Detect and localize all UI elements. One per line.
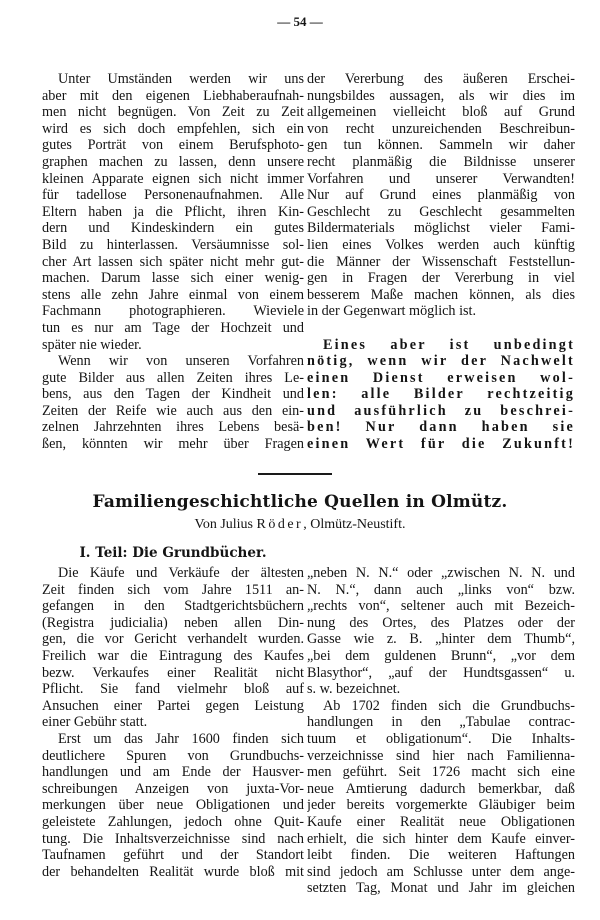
text-line: geleistete Zahlungen, jedoch ohne Quit- <box>42 813 304 830</box>
text-line <box>307 337 575 354</box>
text-line: ßen, könnten wir mehr über Fragen <box>42 436 304 453</box>
article-left-column <box>42 565 304 880</box>
text-line: Ab 1702 finden sich die Grundbuchs- <box>323 697 575 714</box>
text-line: handlungen und am Ende der Hausver- <box>42 764 304 781</box>
text-line: Vorfahren und unserer Verwandten! <box>307 170 575 187</box>
text-line: s. w. bezeichnet. <box>307 681 401 698</box>
text-line <box>307 403 575 420</box>
text-line: „rechts von“, seltener auch mit Bezeich- <box>307 598 575 615</box>
text-line: Zeiten der Reife wie auch aus den ein- <box>42 402 304 419</box>
text-line: zelnen Jahrzehnten ihres Lebens besä- <box>42 419 304 436</box>
text-line: von recht unzureichenden Beschreibun- <box>307 120 575 137</box>
text-line: dern und Kindeskindern ein gutes <box>42 220 304 237</box>
text-line: bens, aus den Tagen der Kindheit und <box>42 386 304 403</box>
text-line: neue Amtierung dadurch bemerkbar, daß <box>307 780 575 797</box>
text-line: kleinen Apparate eignen sich nicht immer <box>42 170 304 187</box>
text-line: leibt finden. Die weiteren Haftungen <box>307 847 575 864</box>
text-line: cher Art lassen sich später nicht mehr gut- <box>42 253 304 270</box>
text-line: Bild zu hinterlassen. Versäumnisse sol- <box>42 236 304 253</box>
text-line: stens alle zehn Jahre einmal von einem <box>42 286 304 303</box>
text-line: Taufnamen geführt und der Standort <box>42 847 304 864</box>
text-line: Unter Umständen werden wir uns <box>58 71 304 87</box>
text-line: jeder bereits vorgemerkte Gläubiger beim <box>307 797 575 814</box>
text-line: die Männer der Wissenschaft Feststellun- <box>307 253 575 270</box>
text-line: tun es nur am Tage der Hochzeit und <box>42 319 304 336</box>
text-line: Kaufe einer Realität neue Obligationen <box>307 813 575 830</box>
text-line: tuum et obligationum“. Die Inhalts- <box>307 730 575 747</box>
text-line: Pflicht. Sie fand vielmehr bloß auf <box>42 681 304 698</box>
article-byline <box>0 517 600 533</box>
text-line: Wenn wir von unseren Vorfahren <box>58 353 304 370</box>
text-line: wird es sich doch empfehlen, sich ein <box>42 120 304 137</box>
text-line <box>307 436 575 453</box>
emphasized-text: einen Wert für die Zukunft! <box>307 436 575 453</box>
text-line: Ansuchen einer Partei gegen Leistung <box>42 697 304 714</box>
byline-author-name: Röder <box>256 517 304 532</box>
text-line: gen, die vor Gericht verhandelt wurden. <box>42 631 304 648</box>
text-line: bezw. Verkaufes einer Realität nicht <box>42 664 304 681</box>
text-line: verzeichnisse sind hier nach Familienna- <box>307 747 575 764</box>
text-line: „neben N. N.“ oder „zwischen N. N. und <box>307 565 575 581</box>
article-right-column <box>307 565 575 897</box>
text-line: gute Bilder aus allen Zeiten ihres Le- <box>42 369 304 386</box>
emphasized-text: Eines aber ist unbedingt <box>323 336 575 353</box>
emphasized-text: len: alle Bilder rechtzeitig <box>307 386 575 403</box>
text-line: gen tun können. Sammeln wir daher <box>307 137 575 154</box>
text-line <box>307 353 575 370</box>
page-number: — 54 — <box>277 14 323 29</box>
emphasized-text: einen Dienst erweisen wol- <box>307 369 575 386</box>
text-line: Zeit finden sich vom Jahre 1511 an- <box>42 581 304 598</box>
text-line <box>307 419 575 436</box>
text-line: handlungen in den „Tabulae contrac- <box>307 714 575 731</box>
text-line: nung des Ortes, des Platzes oder der <box>307 614 575 631</box>
text-line: besserem Maße machen können, als dies <box>307 286 575 303</box>
emphasized-text: und ausführlich zu beschrei- <box>307 402 575 419</box>
text-line: tung. Die Inhaltsverzeichnisse sind nach <box>42 830 304 847</box>
text-line: „bei dem guldenen Brunn“, „vor dem <box>307 647 575 664</box>
emphasized-text: nötig, wenn wir der Nachwelt <box>307 353 575 370</box>
upper-left-column <box>42 71 304 453</box>
emphasized-text: ben! Nur dann haben sie <box>307 419 575 436</box>
article-title: Familiengeschichtliche Quellen in Olmütz. <box>92 492 508 512</box>
paragraph-gap <box>307 320 575 337</box>
text-line: men geführt. Seit 1726 macht sich eine <box>307 764 575 781</box>
text-line: lien eines Volkes werden auch künftig <box>307 236 575 253</box>
text-line: der Vererbung des äußeren Erschei- <box>307 71 575 87</box>
text-line: merkungen über neue Obligationen und <box>42 797 304 814</box>
section-separator-rule <box>258 473 332 475</box>
text-line: für tadellose Personenaufnahmen. Alle <box>42 187 304 204</box>
text-line: (Registra judicialia) neben allen Din- <box>42 614 304 631</box>
text-line: men nicht begnügen. Von Zeit zu Zeit <box>42 104 304 121</box>
text-line: allgemeinen vielleicht bloß auf Grund <box>307 104 575 121</box>
text-line: einer Gebühr statt. <box>42 714 148 731</box>
byline-prefix: Von Julius <box>194 517 257 532</box>
text-line: nungsbildes aussagen, als wir dies im <box>307 87 575 104</box>
text-line: Geschlecht zu Geschlecht gesammelten <box>307 203 575 220</box>
text-line: aber mit den eigenen Liebhaberaufnah- <box>42 87 304 104</box>
text-line: Bildermaterials möglichst vieler Fami- <box>307 220 575 237</box>
text-line <box>307 386 575 403</box>
text-line: der behandelten Realität wurde bloß mit <box>42 863 304 880</box>
text-line: N. N.“, dann auch „links von“ bzw. <box>307 581 575 598</box>
upper-right-column <box>307 71 575 453</box>
text-line: Blasythor“, „auf der Hundtsgassen“ u. <box>307 664 575 681</box>
section-heading: I. Teil: Die Grundbücher. <box>79 545 267 561</box>
text-line: Die Käufe und Verkäufe der ältesten <box>58 565 304 581</box>
text-line: setzten Tag, Monat und Jahr im gleichen <box>307 880 575 897</box>
text-line: Nur auf Grund eines planmäßig von <box>307 187 575 204</box>
text-line: gen in Fragen der Vererbung in viel <box>307 270 575 287</box>
text-line: deutlichere Spuren von Grundbuchs- <box>42 747 304 764</box>
text-line: graphen machen zu lassen, denn unsere <box>42 153 304 170</box>
byline-suffix: , Olmütz-Neustift. <box>303 517 406 532</box>
text-line: Eltern haben ja die Pflicht, ihren Kin- <box>42 203 304 220</box>
text-line: gutes Porträt von einem Berufsphoto- <box>42 137 304 154</box>
text-line: schreibungen Anzeigen von juxta-Vor- <box>42 780 304 797</box>
text-line: erhielt, die sich hinter dem Kaufe einver- <box>307 830 575 847</box>
text-line: später nie wieder. <box>42 336 142 353</box>
text-line: gefangen in den Stadtgerichtsbüchern <box>42 598 304 615</box>
text-line: recht planmäßig die Bildnisse unserer <box>307 153 575 170</box>
text-line: sind jedoch am Schlusse unter dem ange- <box>307 863 575 880</box>
text-line: Gasse wie z. B. „hinter dem Thumb“, <box>307 631 575 648</box>
text-line: Fachmann photographieren. Wieviele <box>42 303 304 320</box>
text-line: in der Gegenwart möglich ist. <box>307 303 477 320</box>
text-line: machen. Darum lasse sich einer wenig- <box>42 270 304 287</box>
text-line <box>307 370 575 387</box>
text-line: Erst um das Jahr 1600 finden sich <box>58 730 304 747</box>
text-line: Freilich war die Eintragung des Kaufes <box>42 647 304 664</box>
